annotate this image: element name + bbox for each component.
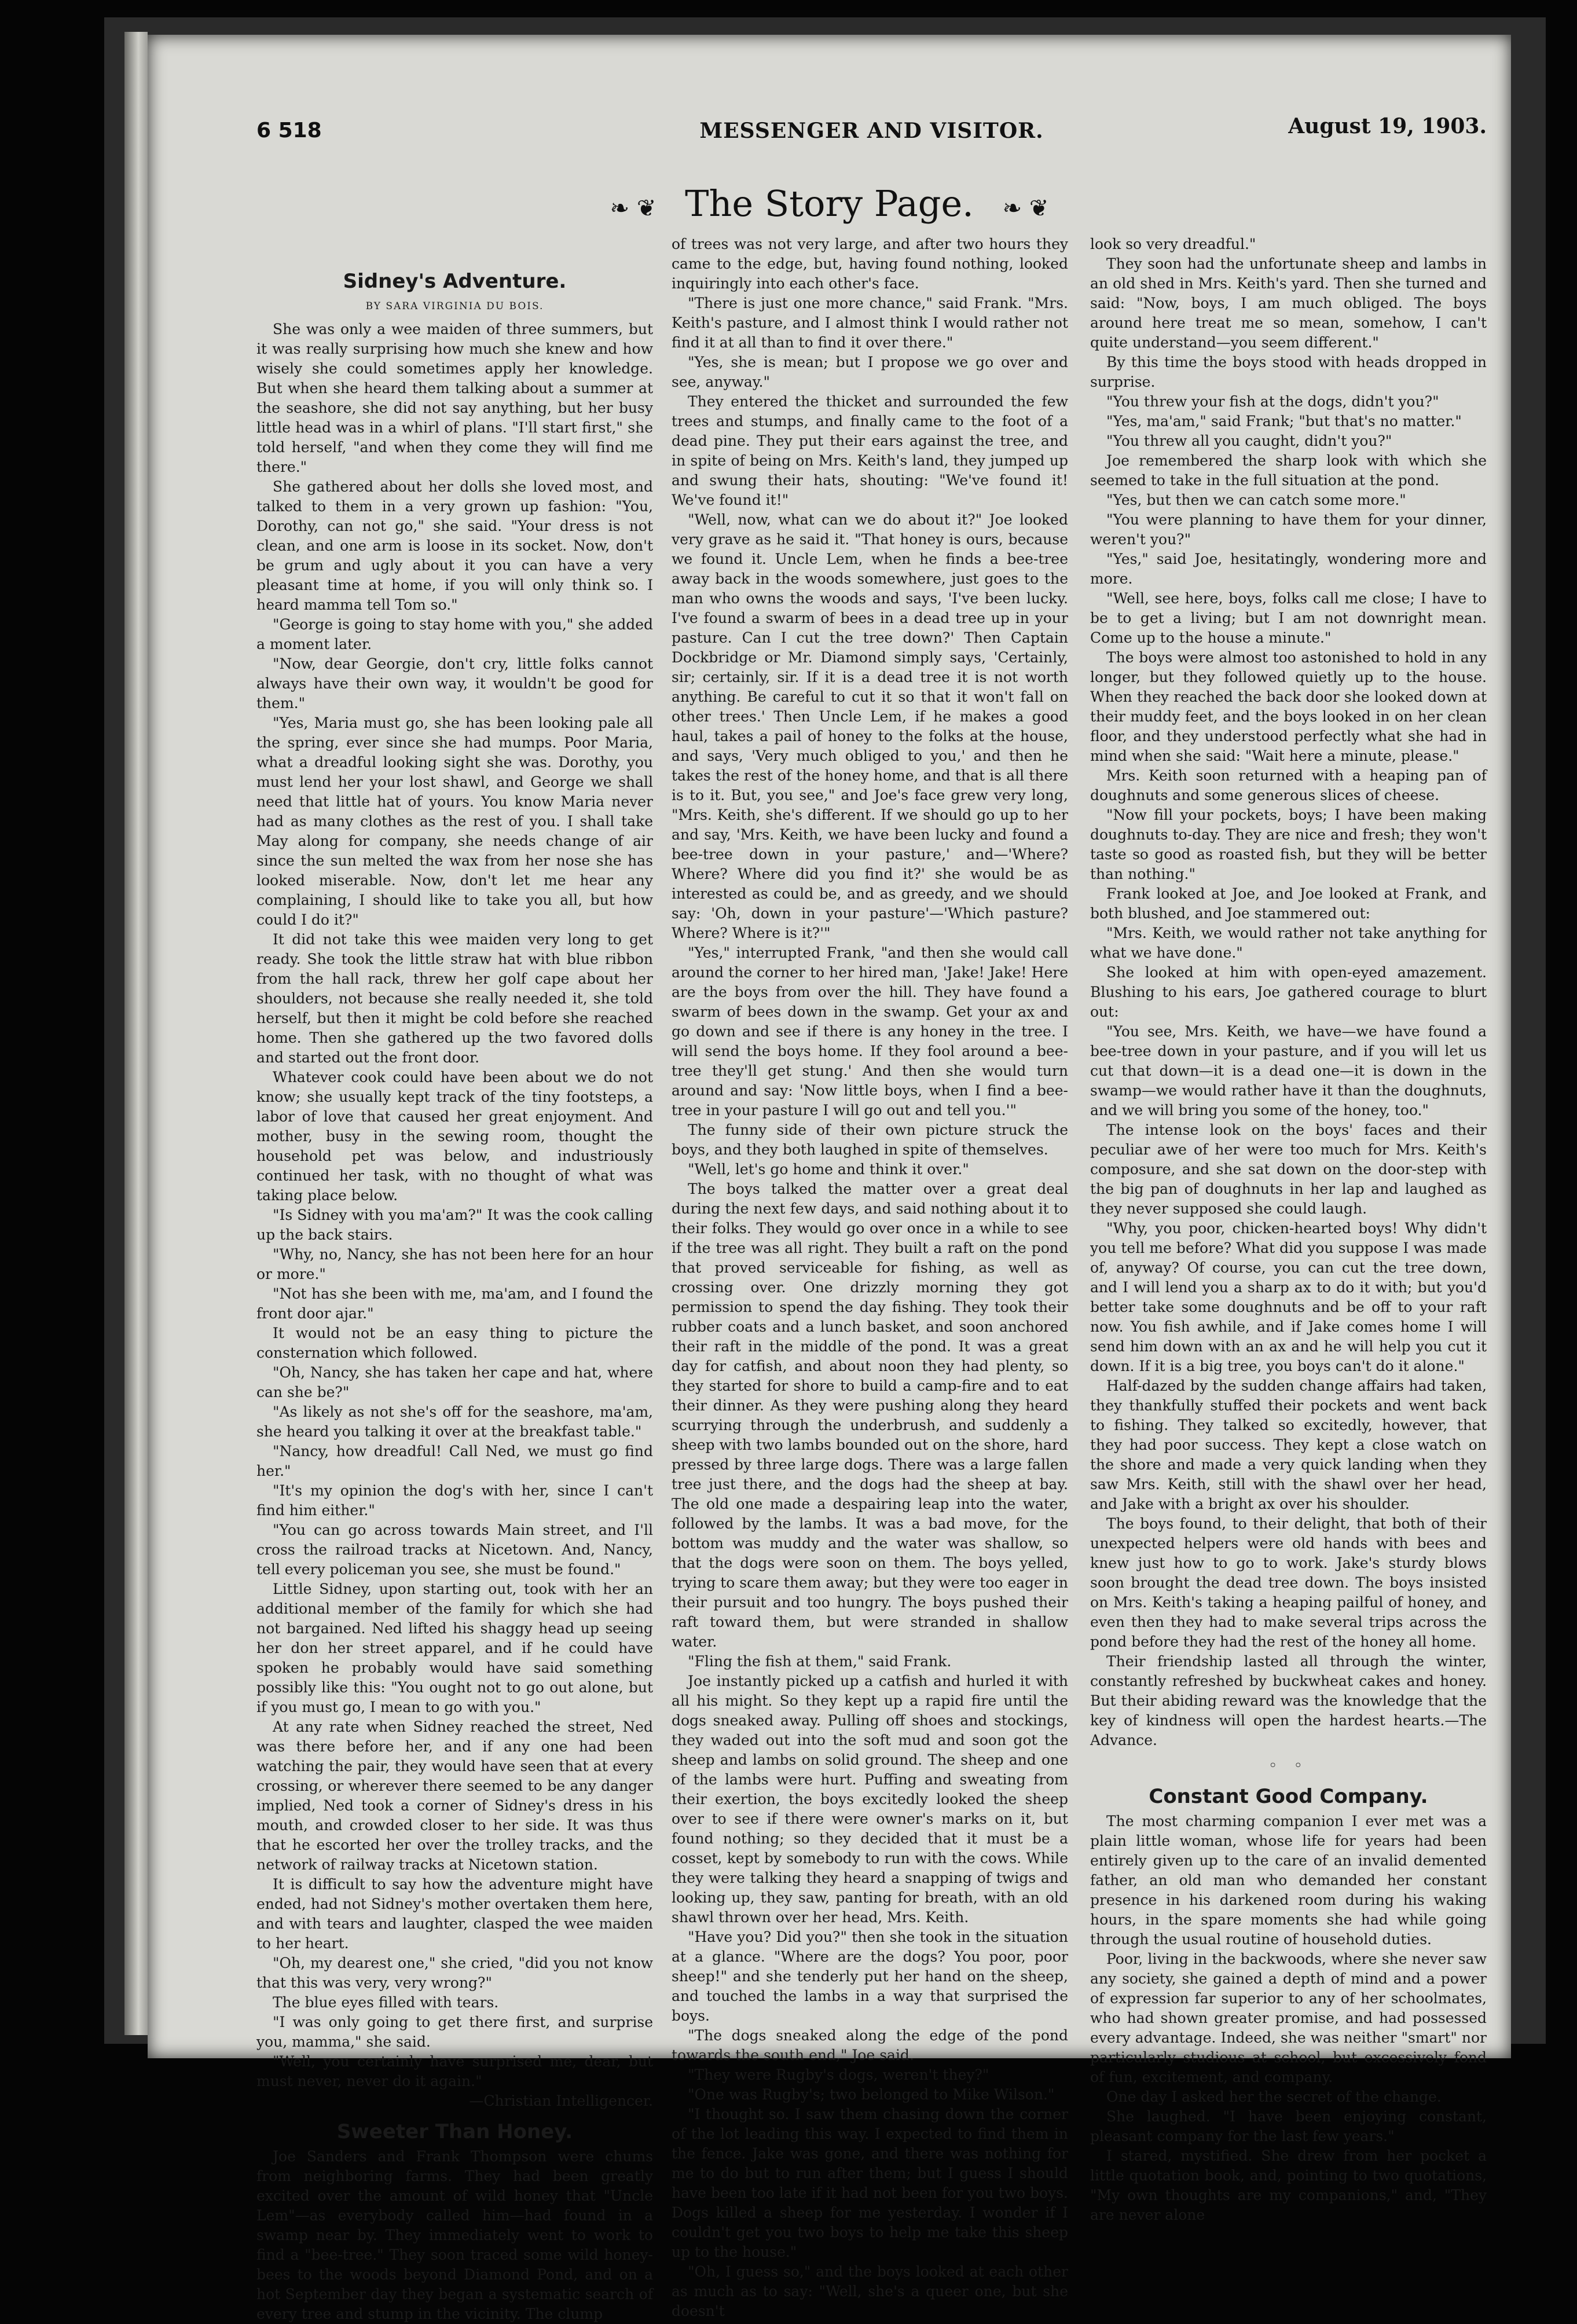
masthead: MESSENGER AND VISITOR. <box>699 119 1044 143</box>
paragraph: Little Sidney, upon starting out, took with her an additional member of the family for which she had not bargained. Ned lifted his shaggy head up seeing her don her street apparel, and if he could have spoken he probably would have said something possibly like this: "You ought not to go out alone, but if you must go, I mean to go with you." <box>256 1581 653 1715</box>
paragraph: "The dogs sneaked along the edge of the pond towards the south end," Joe said. <box>672 2027 1068 2063</box>
column-1 <box>256 261 653 2322</box>
paragraph: She was only a wee maiden of three summers, but it was really surprising how much she knew and how wisely she could sometimes apply her knowledge. But when she heard them talking about a summer at the seashore, she did not say anything, but her busy little head was in a whirl of plans. "I'll start first," she told herself, "and when they come they will find me there." <box>256 321 653 475</box>
paragraph: "There is just one more chance," said Frank. "Mrs. Keith's pasture, and I almost think I would rather not find it at all than to find it over there." <box>672 295 1068 351</box>
paragraph: Their friendship lasted all through the winter, constantly refreshed by buckwheat cakes and honey. But their abiding reward was the knowledge that the key of kindness will open the hardest hearts.—The Advance. <box>1090 1653 1487 1749</box>
story-credit: —Christian Intelligencer. <box>469 2092 653 2109</box>
paragraph: The boys found, to their delight, that both of their unexpected helpers were old hands with bees and knew just how to go to work. Jake's sturdy blows soon brought the dead tree down. The boys insisted on Mrs. Keith's taking a heaping pailful of honey, and even then they had to make several trips across the pond before they had the rest of the honey all home. <box>1090 1515 1487 1650</box>
paragraph: "Yes, Maria must go, she has been looking pale all the spring, ever since she had mumps. Poor Maria, what a dreadful looking sight she was. Dorothy, you must lend her your lost shawl, and George we shall need that little hat of yours. You know Maria never had as many clothes as the rest of you. I shall take May along for company, she needs change of air since the sun melted the wax from her nose she has looked miserable. Now, don't let me hear any complaining, I should like to take you all, but how could I do it?" <box>256 714 653 928</box>
paragraph: At any rate when Sidney reached the street, Ned was there before her, and if any one had been watching the pair, they would have seen that at every crossing, or wherever there seemed to be any danger implied, Ned took a corner of Sidney's dress in his mouth, and crowded closer to her side. It was thus that he escorted her over the trolley tracks, and the network of railway tracks at Nicetown station. <box>256 1718 653 1873</box>
column-3 <box>1090 234 1487 2223</box>
paragraph: "Not has she been with me, ma'am, and I found the front door ajar." <box>256 1285 653 1322</box>
paragraph: Poor, living in the backwoods, where she never saw any society, she gained a depth of mind and a power of expression far superior to any of her schoolmates, who had shown greater promise, and had possessed every advantage. Indeed, she was neither "smart" nor particularly studious at school, but excessively fond of fun, excitement, and company. <box>1090 1951 1487 2085</box>
section-title-text: The Story Page. <box>685 182 974 225</box>
ornament-right-icon: ❧ ❦ <box>1002 195 1049 222</box>
issue-date: August 19, 1903. <box>1288 114 1487 138</box>
paragraph: "Yes, ma'am," said Frank; "but that's no matter." <box>1106 413 1462 430</box>
paragraph: I stared, mystified. She drew from her pocket a little quotation book, and, pointing to two quotations, "My own thoughts are my companions," and, "They are never alone <box>1090 2147 1487 2223</box>
paragraph: "Mrs. Keith, we would rather not take anything for what we have done." <box>1090 925 1487 961</box>
paragraph: It is difficult to say how the adventure might have ended, had not Sidney's mother overtaken them here, and with tears and laughter, clasped the wee maiden to her heart. <box>256 1876 653 1952</box>
paragraph: It would not be an easy thing to picture the consternation which followed. <box>256 1325 653 1361</box>
paragraph: "Yes, but then we can catch some more." <box>1106 492 1406 508</box>
paragraph: "It's my opinion the dog's with her, since I can't find him either." <box>256 1482 653 1519</box>
paragraph: Joe Sanders and Frank Thompson were chums from neighboring farms. They had been greatly excited over the amount of wild honey that "Uncle Lem"—as everybody called him—had found in a swamp near by. They immediately went to work to find a "bee-tree." They soon traced some wild honey-bees to the woods beyond Diamond Pond, and on a hot September day they began a systematic search of every tree and stump in the vicinity. The clump <box>256 2148 653 2322</box>
paragraph: The most charming companion I ever met was a plain little woman, whose life for years had been entirely given up to the care of an invalid demented father, an old man who demanded her constant presence in his darkened room during his waking hours, in the spare moments she had while going through the usual routine of household duties. <box>1090 1813 1487 1948</box>
paragraph: "Now fill your pockets, boys; I have been making doughnuts to-day. They are nice and fresh; they won't taste so good as roasted fish, but they will be better than nothing." <box>1090 807 1487 882</box>
story-divider: ◦ ◦ <box>1268 1757 1308 1775</box>
story-title-honey: Sweeter Than Honey. <box>336 2120 573 2143</box>
column-2 <box>672 234 1068 2319</box>
paragraph: "You threw your fish at the dogs, didn't you?" <box>1106 393 1439 410</box>
paragraph: It did not take this wee maiden very long to get ready. She took the little straw hat with blue ribbon from the hall rack, threw her golf cape about her shoulders, not because she really needed it, she told herself, but then it might be cold before she reached home. Then she gathered up the two favored dolls and started out the front door. <box>256 931 653 1066</box>
paragraph: "Oh, Nancy, she has taken her cape and hat, where can she be?" <box>256 1364 653 1401</box>
paragraph: "Have you? Did you?" then she took in the situation at a glance. "Where are the dogs? You poor, poor sheep!" and she tenderly put her hand on the sheep, and touched the lambs in a way that surprised the boys. <box>672 1929 1068 2024</box>
paragraph: The intense look on the boys' faces and their peculiar awe of her were too much for Mrs. Keith's composure, and she sat down on the door-step with the big pan of doughnuts in her lap and laughed as they never supposed she could laugh. <box>1090 1121 1487 1217</box>
paragraph: of trees was not very large, and after two hours they came to the edge, but, having found nothing, looked inquiringly into each other's face. <box>672 236 1068 292</box>
page-number: 6 518 <box>256 119 322 142</box>
paragraph: She looked at him with open-eyed amazement. Blushing to his ears, Joe gathered courage to blurt out: <box>1090 964 1487 1020</box>
story-body-sidney <box>256 320 653 2111</box>
paragraph: They soon had the unfortunate sheep and lambs in an old shed in Mrs. Keith's yard. Then she turned and said: "Now, boys, I am much obliged. The boys around here treat me so mean, somehow, I can't quite understand—you seem different." <box>1090 255 1487 351</box>
paragraph: "As likely as not she's off for the seashore, ma'am, she heard you talking it over at the breakfast table." <box>256 1403 653 1440</box>
paragraph: The funny side of their own picture struck the boys, and they both laughed in spite of themselves. <box>672 1121 1068 1158</box>
paragraph: The boys talked the matter over a great deal during the next few days, and said nothing about it to their folks. They would go over once in a while to see if the tree was all right. They built a raft on the pond that proved serviceable for fishing, as well as crossing over. One drizzly morning they got permission to spend the day fishing. They took their rubber coats and a lunch basket, and soon anchored their raft in the middle of the pond. It was a great day for catfish, and about noon they had plenty, so they started for shore to build a camp-fire and to eat their dinner. As they were pushing along they heard scurrying through the underbrush, and suddenly a sheep with two lambs bounded out on the shore, hard pressed by three large dogs. There was a large fallen tree just there, and the dogs had the sheep at bay. The old one made a despairing leap into the water, followed by the lambs. It was a bad move, for the bottom was muddy and the water was shallow, so that the dogs were soon on them. The boys yelled, trying to scare them away; but they were too eager in their pursuit and too hungry. The boys pushed their raft toward them, but were stranded in shallow water. <box>672 1181 1068 1650</box>
paragraph: Frank looked at Joe, and Joe looked at Frank, and both blushed, and Joe stammered out: <box>1090 885 1487 922</box>
paragraph: One day I asked her the secret of the change. <box>1106 2088 1442 2105</box>
paragraph: Joe remembered the sharp look with which she seemed to take in the full situation at the pond. <box>1090 452 1487 489</box>
paragraph: "You see, Mrs. Keith, we have—we have found a bee-tree down in your pasture, and if you will let us cut that down—it is a dead one—it is down in the swamp—we would rather have it than the doughnuts, and we will bring you some of the honey, too." <box>1090 1023 1487 1119</box>
paragraph: "You threw all you caught, didn't you?" <box>1106 432 1392 449</box>
story-title-company: Constant Good Company. <box>1149 1785 1428 1808</box>
paragraph: Mrs. Keith soon returned with a heaping pan of doughnuts and some generous slices of cheese. <box>1090 767 1487 804</box>
paragraph: "George is going to stay home with you," she added a moment later. <box>256 616 653 653</box>
page-binding-edge <box>124 32 148 2035</box>
paragraph: "Why, no, Nancy, she has not been here for an hour or more." <box>256 1246 653 1282</box>
paragraph: She laughed. "I have been enjoying constant, pleasant company for the last few years." <box>1090 2108 1487 2145</box>
paragraph: "Why, you poor, chicken-hearted boys! Why didn't you tell me before? What did you suppose I was made of, anyway? Of course, you can cut the tree down, and I will lend you a sharp ax to do it with; but you'd better take some doughnuts and be off to your raft now. You fish awhile, and if Jake comes home I will send him down with an ax and he will help you cut it down. If it is a big tree, you boys can't do it alone." <box>1090 1220 1487 1374</box>
paragraph: "They were Rugby's dogs, weren't they?" <box>688 2066 989 2083</box>
story-byline: BY SARA VIRGINIA DU BOIS. <box>365 300 544 312</box>
paragraph: "Nancy, how dreadful! Call Ned, we must go find her." <box>256 1443 653 1479</box>
section-title <box>148 182 1511 225</box>
paragraph: They entered the thicket and surrounded the few trees and stumps, and finally came to the foot of a dead pine. They put their ears against the tree, and in spite of being on Mrs. Keith's land, they jumped up and swung their hats, shouting: "We've found it! We've found it!" <box>672 393 1068 508</box>
paragraph: look so very dreadful." <box>1090 236 1256 252</box>
paragraph: "Oh, I guess so," and the boys looked at each other as much as to say: "Well, she's a queer one, but she doesn't <box>672 2263 1068 2319</box>
paragraph: "Well, see here, boys, folks call me close; I have to be to get a living; but I am not downright mean. Come up to the house a minute." <box>1090 590 1487 646</box>
paragraph: The blue eyes filled with tears. <box>273 1994 499 2011</box>
paragraph: "I thought so. I saw them chasing down the corner of the lot leading this way. I expected to find them in the fence. Jake was gone, and there was nothing for me to do but to run after them; but I guess I should have been too late if it had not been for you two boys. Dogs killed a sheep for me yesterday. I wonder if I couldn't get you two boys to help me take this sheep up to the house." <box>672 2106 1068 2260</box>
paragraph: "Well, let's go home and think it over." <box>688 1161 969 1178</box>
paragraph: "Oh, my dearest one," she cried, "did you not know that this was very, very wrong?" <box>256 1955 653 1991</box>
ornament-left-icon: ❧ ❦ <box>610 195 657 222</box>
paragraph: "Yes," interrupted Frank, "and then she would call around the corner to her hired man, 'Jake! Jake! Here are the boys from over the hill. They have found a swarm of bees down in the swamp. Get your ax and go down and see if there is any honey in the tree. I will send the boys home. If they fool around a bee-tree they'll get stung.' And then she would turn around and say: 'Now little boys, when I find a bee-tree in your pasture I will go out and tell you.'" <box>672 944 1068 1119</box>
paragraph: The boys were almost too astonished to hold in any longer, but they followed quietly up to the house. When they reached the back door she looked down at their muddy feet, and the boys looked in on her clean floor, and they understood perfectly what she had in mind when she said: "Wait here a minute, please." <box>1090 649 1487 764</box>
paragraph: "Fling the fish at them," said Frank. <box>688 1653 952 1670</box>
page-header <box>256 107 1487 148</box>
paragraph: "I was only going to get there first, and surprise you, mamma," she said. <box>256 2014 653 2050</box>
paragraph: "Well, now, what can we do about it?" Joe looked very grave as he said it. "That honey is ours, because we found it. Uncle Lem, when he finds a bee-tree away back in the woods somewhere, just goes to the man who owns the woods and says, 'I've been lucky. I've found a swarm of bees in a dead tree up in your pasture. Can I cut the tree down?' Then Captain Dockbridge or Mr. Diamond simply says, 'Certainly, sir; certainly, sir. If it is a dead tree it is not worth anything. Be careful to cut it so that it won't fall on other trees.' Then Uncle Lem, if he makes a good haul, takes a pail of honey to the folks at the house, and says, 'Very much obliged to you,' and then he takes the rest of the honey home, and that is all there is to it. But, you see," and Joe's face grew very long, "Mrs. Keith, she's different. If we should go up to her and say, 'Mrs. Keith, we have been lucky and found a bee-tree down in your pasture,' and—'Where? Where? Where did you find it?' she would be as interested as could be, and as greedy, and we should say: 'Oh, down in your pasture'—'Which pasture? Where? Where is it?'" <box>672 511 1068 941</box>
paragraph: "You were planning to have them for your dinner, weren't you?" <box>1090 511 1487 548</box>
paragraph: "You can go across towards Main street, and I'll cross the railroad tracks at Nicetown. And, Nancy, tell every policeman you see, she must be found." <box>256 1522 653 1578</box>
paragraph: "Now, dear Georgie, don't cry, little folks cannot always have their own way, it wouldn't be good for them." <box>256 655 653 712</box>
paragraph: She gathered about her dolls she loved most, and talked to them in a very grown up fashion: "You, Dorothy, can not go," she said. "Your dress is not clean, and one arm is loose in its socket. Now, don't be grum and ugly about it you can have a very pleasant time at home, if you will only think so. I heard mamma tell Tom so." <box>256 478 653 613</box>
story-body-honey-part1 <box>256 2147 653 2324</box>
paragraph: "Well, you certainly have surprised me, dear, but must never, never do it again." <box>256 2053 653 2090</box>
paragraph: Whatever cook could have been about we do not know; she usually kept track of the tiny footsteps, a labor of love that caused her great enjoyment. And mother, busy in the sewing room, thought the household pet was below, and industriously continued her task, with no thought of what was taking place below. <box>256 1069 653 1204</box>
paragraph: "Yes," said Joe, hesitatingly, wondering more and more. <box>1090 551 1487 587</box>
story-title-sidney: Sidney's Adventure. <box>343 270 567 293</box>
newspaper-page <box>148 35 1511 2322</box>
paragraph: "One was Rugby's; two belonged to Mike Wilson." <box>688 2086 1055 2103</box>
paragraph: "Yes, she is mean; but I propose we go over and see, anyway." <box>672 354 1068 390</box>
paragraph: Joe instantly picked up a catfish and hurled it with all his might. So they kept up a rapid fire until the dogs sneaked away. Pulling off shoes and stockings, they waded out into the soft mud and soon got the sheep and lambs on solid ground. The sheep and one of the lambs were hurt. Puffing and sweating from their exertion, the boys excitedly looked the sheep over to see if there were owner's marks on it, but found nothing; so they decided that it must be a cosset, kept by somebody to run with the cows. While they were talking they heard a snapping of twigs and looking up, they saw, panting for breath, with an old shawl thrown over her head, Mrs. Keith. <box>672 1673 1068 1926</box>
paragraph: "Is Sidney with you ma'am?" It was the cook calling up the back stairs. <box>256 1207 653 1243</box>
paragraph: Half-dazed by the sudden change affairs had taken, they thankfully stuffed their pockets and went back to fishing. They talked so excitedly, however, that they had poor success. They kept a close watch on the shore and made a very quick landing when they saw Mrs. Keith, still with the shawl over her head, and Jake with a bright ax over his shoulder. <box>1090 1377 1487 1512</box>
paragraph: By this time the boys stood with heads dropped in surprise. <box>1090 354 1487 390</box>
